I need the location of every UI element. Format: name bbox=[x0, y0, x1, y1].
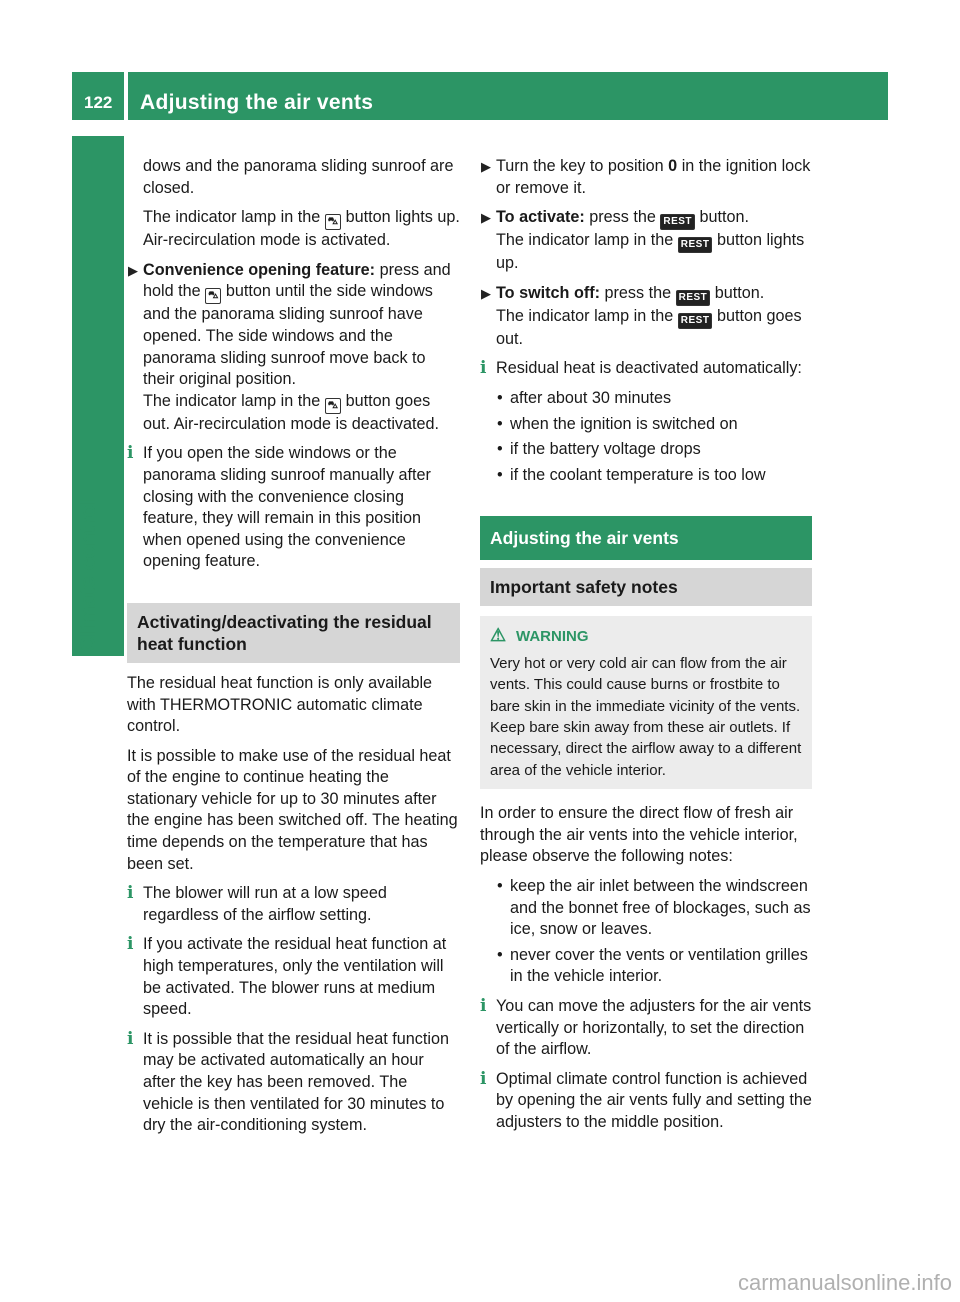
chapter-label bbox=[78, 612, 98, 652]
info-optimal: i Optimal climate control function is achieved by opening the air vents fully and setting the adjusters to the middle position. bbox=[480, 1068, 812, 1131]
warning-text: Very hot or very cold air can flow from the air vents. This could cause burns or frostbite to bare skin in the immediate vicinity of the vents. Keep bare skin away from these air outlets. If necessary, direct the airflow away to a different area of the vehicle interior. bbox=[490, 654, 802, 779]
step-switch-off: ▶ To switch off: press the REST button. The indicator lamp in the REST button goes out. bbox=[481, 283, 802, 348]
header-bar bbox=[128, 72, 888, 120]
step-arrow-icon: ▶ bbox=[481, 210, 491, 226]
intro-text-1: dows and the panorama sliding sunroof are closed. bbox=[143, 157, 454, 197]
subsection-heading-safety: Important safety notes bbox=[480, 568, 812, 606]
page-number-box bbox=[72, 72, 124, 120]
step-arrow-icon: ▶ bbox=[481, 285, 491, 301]
car-air-recirculation-icon: ⛍ bbox=[325, 398, 341, 414]
info-note-1: i If you open the side windows or the panorama sliding sunroof manually after closing with the convenience closing feature, they will remain in this position when opened using the convenience opening feature. bbox=[127, 443, 431, 571]
right-column bbox=[480, 156, 812, 1142]
intro-continuation bbox=[127, 156, 460, 252]
info-note-3: i If you activate the residual heat function at high temperatures, only the ventilation will be activated. The blower runs at medium speed. bbox=[127, 934, 447, 1019]
page-number: 122 bbox=[84, 93, 113, 113]
left-column bbox=[127, 156, 460, 1145]
info-icon: i bbox=[480, 995, 487, 1016]
info-icon: i bbox=[480, 358, 487, 379]
warning-box bbox=[480, 616, 812, 789]
warning-title: WARNING bbox=[516, 628, 589, 646]
step-arrow-icon: ▶ bbox=[128, 262, 138, 278]
list-item: • never cover the vents or ventilation grilles in the vehicle interior. bbox=[480, 945, 812, 988]
deactivation-list bbox=[480, 388, 812, 486]
rest-button-icon: REST bbox=[676, 290, 711, 306]
list-item: • if the coolant temperature is too low bbox=[480, 465, 812, 487]
step-turn-key: ▶ Turn the key to position 0 in the ignition lock or remove it. bbox=[481, 157, 811, 197]
watermark: carmanualsonline.info bbox=[737, 1270, 952, 1296]
info-icon: i bbox=[127, 883, 134, 904]
paragraph-residual-heat: It is possible to make use of the residual heat of the engine to continue heating the stationary vehicle for up to 30 minutes after the engine has been switched off. The heating time depends on the temperature that has been set. bbox=[127, 746, 458, 873]
info-icon: i bbox=[127, 443, 134, 464]
step-arrow-icon: ▶ bbox=[481, 159, 491, 174]
list-item: • if the battery voltage drops bbox=[480, 439, 812, 461]
paragraph-fresh-air: In order to ensure the direct flow of fresh air through the air vents into the vehicle interior, please observe the following notes: bbox=[480, 804, 798, 866]
rest-button-icon: REST bbox=[678, 313, 713, 329]
step-activate: ▶ To activate: press the REST button. The indicator lamp in the REST button lights up. bbox=[481, 208, 805, 273]
list-item: • after about 30 minutes bbox=[480, 388, 812, 410]
convenience-opening-step: ▶ Convenience opening feature: press and hold the ⛍ button until the side windows and the panorama sliding sunroof have opened. The side windows and the panorama sliding sunroof move back to their original position. The indicator lamp in the ⛍ button goes out. Air-recirculation mode is deactivated. bbox=[128, 260, 451, 433]
info-deactivation: i Residual heat is deactivated automatically: bbox=[480, 358, 802, 379]
info-note-4: i It is possible that the residual heat function may be activated automatically an hour after the key has been removed. The vehicle is then ventilated for 30 minutes to dry the air-conditioning system. bbox=[127, 1028, 449, 1135]
list-item: • when the ignition is switched on bbox=[480, 414, 812, 436]
info-icon: i bbox=[127, 934, 134, 955]
info-adjusters: i You can move the adjusters for the air vents vertically or horizontally, to set the direction of the airflow. bbox=[480, 995, 812, 1059]
section-heading-air-vents: Adjusting the air vents bbox=[480, 516, 812, 560]
car-air-recirculation-icon: ⛍ bbox=[325, 214, 341, 230]
page-title: Adjusting the air vents bbox=[140, 91, 374, 115]
convenience-label: Convenience opening feature: bbox=[143, 260, 376, 279]
paragraph-availability: The residual heat function is only available with THERMOTRONIC automatic climate control. bbox=[127, 673, 433, 736]
info-icon: i bbox=[480, 1068, 487, 1089]
warning-triangle-icon: ⚠ bbox=[490, 625, 507, 646]
info-icon: i bbox=[127, 1028, 134, 1049]
rest-button-icon: REST bbox=[660, 214, 695, 230]
notes-list bbox=[480, 876, 812, 988]
list-item: • keep the air inlet between the windscreen and the bonnet free of blockages, such as ice, snow or leaves. bbox=[480, 876, 812, 941]
section-heading-residual-heat: Activating/deactivating the residual heat function bbox=[127, 603, 460, 663]
info-note-2: i The blower will run at a low speed regardless of the airflow setting. bbox=[127, 883, 387, 924]
rest-button-icon: REST bbox=[678, 237, 713, 253]
intro-text-2: The indicator lamp in the ⛍ button lights up. Air-recirculation mode is activated. bbox=[143, 208, 460, 250]
car-air-recirculation-icon: ⛍ bbox=[205, 288, 221, 304]
